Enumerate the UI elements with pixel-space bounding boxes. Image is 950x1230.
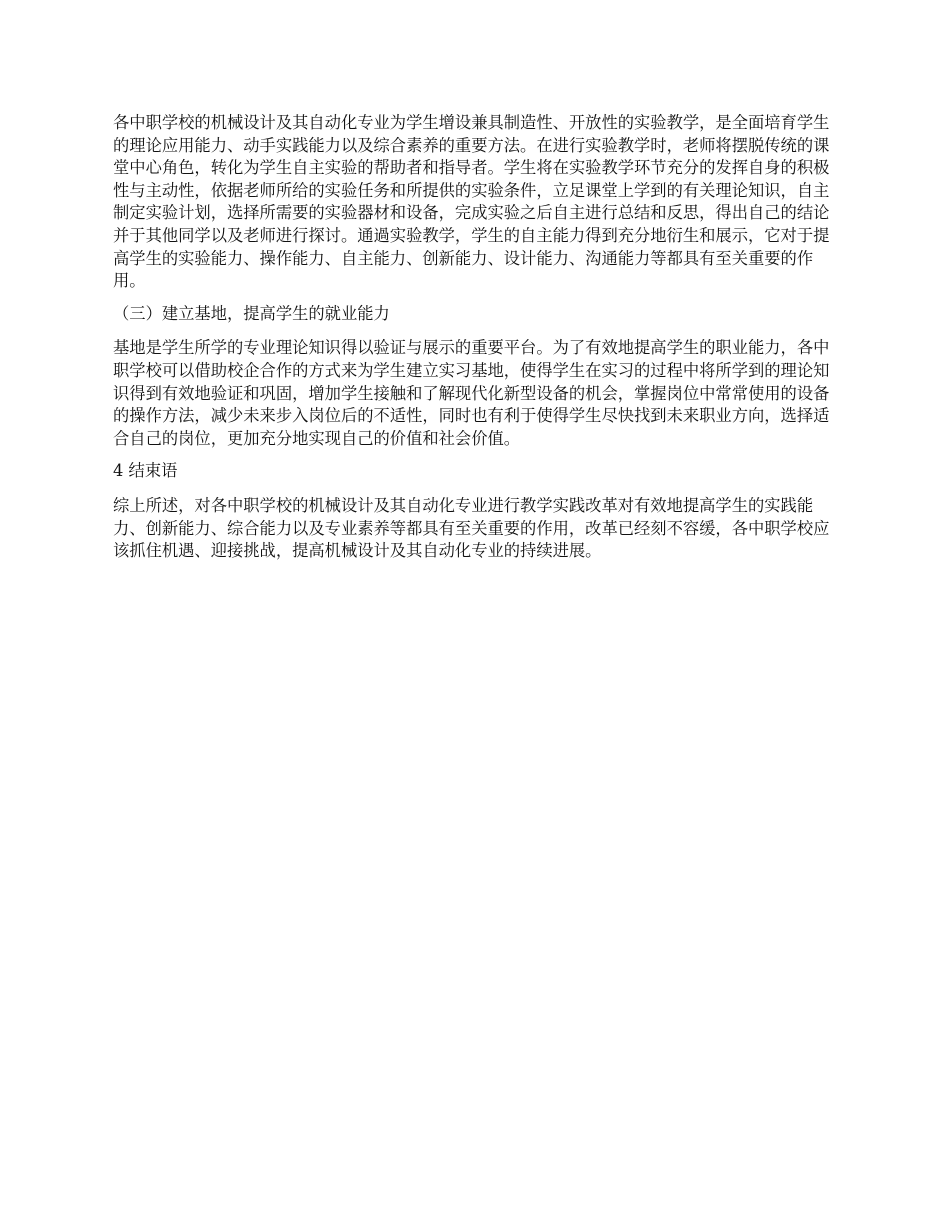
paragraph-conclusion: 综上所述，对各中职学校的机械设计及其自动化专业进行教学实践改革对有效地提高学生的实践能力、创新能力、综合能力以及专业素养等都具有至关重要的作用，改革已经刻不容缓，各中职学校应该抓住机遇、迎接挑战，提高机械设计及其自动化专业的持续进展。: [113, 495, 830, 561]
section-heading-base-building: （三）建立基地，提高学生的就业能力: [113, 303, 390, 323]
paragraph-experimental-teaching: 各中职学校的机械设计及其自动化专业为学生增设兼具制造性、开放性的实验教学，是全面培育学生的理论应用能力、动手实践能力以及综合素养的重要方法。在进行实验教学时，老师将摆脱传统的课堂中心角色，转化为学生自主实验的帮助者和指导者。学生将在实验教学环节充分的发挥自身的积极性与主动性，依据老师所给的实验任务和所提供的实验条件，立足课堂上学到的有关理论知识，自主制定实验计划，选择所需要的实验器材和设备，完成实验之后自主进行总结和反思，得出自己的结论并于其他同学以及老师进行探讨。通過实验教学，学生的自主能力得到充分地衍生和展示，它对于提高学生的实验能力、操作能力、自主能力、创新能力、设计能力、沟通能力等都具有至关重要的作用。: [113, 113, 830, 291]
section-heading-conclusion: 4 结束语: [113, 461, 178, 481]
paragraph-internship-base: 基地是学生所学的专业理论知识得以验证与展示的重要平台。为了有效地提高学生的职业能力，各中职学校可以借助校企合作的方式来为学生建立实习基地，使得学生在实习的过程中将所学到的理论知识得到有效地验证和巩固，增加学生接触和了解现代化新型设备的机会，掌握岗位中常常使用的设备的操作方法，减少未来步入岗位后的不适性，同时也有利于使得学生尽快找到未来职业方向，选择适合自己的岗位，更加充分地实现自己的价值和社会价值。: [113, 338, 830, 448]
document-body: [113, 112, 841, 573]
